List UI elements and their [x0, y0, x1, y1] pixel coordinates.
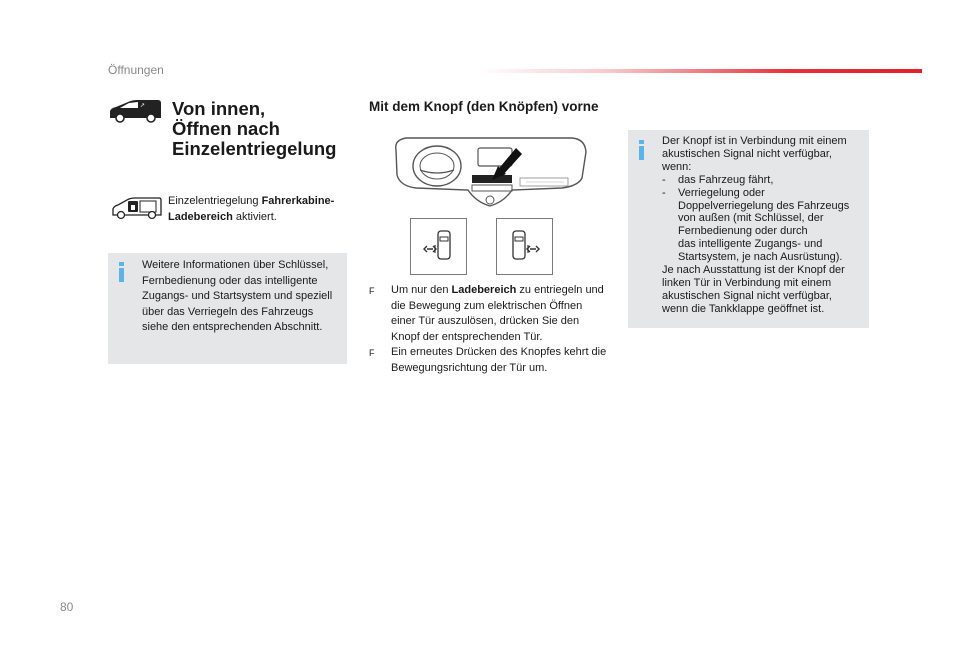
- dash-mark: -: [662, 173, 666, 186]
- bullet-mark: F: [369, 348, 375, 358]
- dash-text: Startsystem, je nach Ausrüstung).: [678, 251, 843, 264]
- list-item: [369, 283, 609, 345]
- info-box-right: [628, 130, 869, 328]
- dash-text: Doppelverriegelung des Fahrzeugs: [678, 199, 850, 212]
- unlock-text-suffix: aktiviert.: [232, 211, 277, 223]
- bullet-mark: F: [369, 286, 375, 296]
- dash-text: das intelligente Zugangs- und: [678, 238, 823, 251]
- info-line: linken Tür in Verbindung mit einem: [662, 276, 832, 289]
- info-line: Zugangs- und Startsystem und speziell: [142, 290, 333, 302]
- header-accent-bar: [478, 69, 922, 73]
- dash-text: Verriegelung oder: [678, 186, 765, 199]
- info-line: Weitere Informationen über Schlüssel,: [142, 259, 329, 271]
- info-line: wenn:: [662, 160, 692, 173]
- instruction-list: [369, 283, 609, 376]
- dash-text: Fernbedienung oder durch: [678, 225, 808, 238]
- dash-text: von außen (mit Schlüssel, der: [678, 212, 824, 225]
- page-number: 80: [60, 600, 74, 614]
- dash-item: [662, 187, 849, 200]
- heading-line-3: Einzelentriegelung: [172, 138, 337, 159]
- info-line: siehe den entsprechenden Abschnitt.: [142, 321, 323, 333]
- van-icon: [108, 99, 162, 123]
- dash-mark: -: [662, 186, 666, 199]
- section-title: Öffnungen: [108, 63, 164, 77]
- right-door-button-icon: [496, 218, 553, 275]
- info-line: akustischen Signal nicht verfügbar,: [662, 289, 832, 302]
- info-line: Der Knopf ist in Verbindung mit einem: [662, 135, 847, 147]
- svg-text:↗: ↗: [140, 102, 146, 109]
- button-section-heading: Mit dem Knopf (den Knöpfen) vorne: [369, 99, 599, 114]
- info-icon: [639, 140, 644, 160]
- info-line: akustischen Signal nicht verfügbar,: [662, 147, 832, 160]
- dash-text: das Fahrzeug fährt,: [678, 173, 774, 186]
- bullet-text: zu entriegeln und die Bewegung zum elektrischen Öffnen einer Tür auszulösen, drücken Sie den Knopf der entsprechenden Tür.: [391, 284, 604, 343]
- heading-line-2: Öffnen nach: [172, 118, 280, 139]
- left-door-button-icon: [410, 218, 467, 275]
- bullet-bold-text: Ladebereich: [451, 284, 517, 296]
- section-heading: [172, 99, 336, 159]
- info-box-right-text: [662, 135, 849, 316]
- info-box-left: [108, 253, 347, 364]
- info-line: Fernbedienung oder das intelligente: [142, 274, 318, 287]
- dashboard-illustration: [392, 130, 588, 218]
- bullet-text: Ein erneutes Drücken des Knopfes kehrt die Bewegungsrichtung der Tür um.: [391, 346, 607, 374]
- dash-item: [662, 174, 849, 187]
- info-line: über das Verriegeln des Fahrzeugs: [142, 305, 314, 318]
- unlock-text-bold: Fahrerkabine-Ladebereich: [168, 195, 335, 223]
- list-item: [369, 345, 609, 376]
- unlock-mode-text: [168, 193, 348, 225]
- info-icon: [119, 262, 124, 282]
- info-line: wenn die Tankklappe geöffnet ist.: [662, 302, 825, 315]
- info-box-left-text: [142, 258, 332, 336]
- heading-line-1: Von innen,: [172, 98, 266, 119]
- info-line: Je nach Ausstattung ist der Knopf der: [662, 264, 845, 277]
- van-door-unlock-icon: [110, 196, 162, 220]
- unlock-text-prefix: Einzelentriegelung: [168, 195, 262, 207]
- bullet-text: Um nur den: [391, 284, 452, 296]
